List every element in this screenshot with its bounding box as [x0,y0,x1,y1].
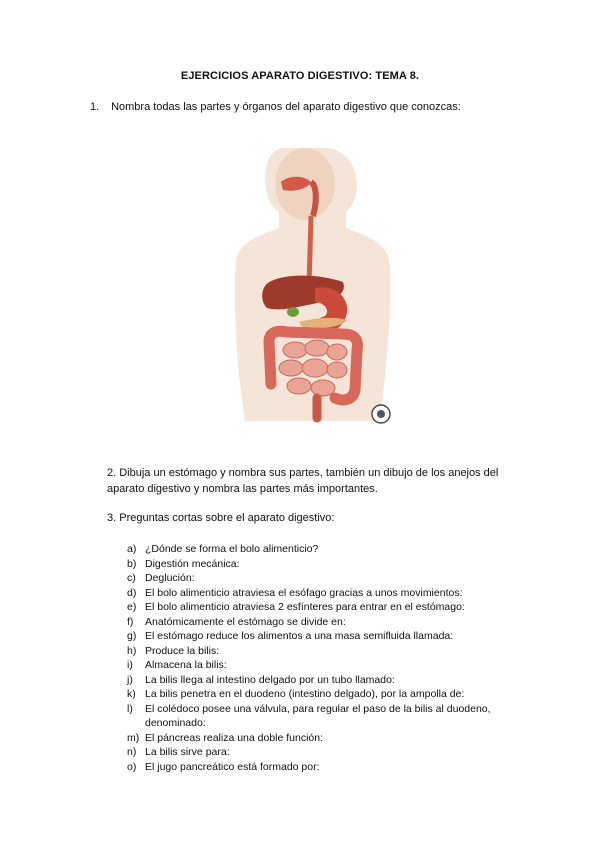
item-letter: m) [127,731,140,744]
item-text: El bolo alimenticio atraviesa 2 esfínteres para entrar en el estómago: [145,601,465,613]
item-letter: g) [127,630,137,642]
digestive-system-svg [225,146,400,431]
list-item [127,745,527,760]
publisher-stamp-center [377,410,385,418]
list-item [127,673,527,688]
list-item [127,731,527,746]
list-item [127,586,527,601]
question-3-heading: 3. Preguntas cortas sobre el aparato digestivo: [107,512,335,524]
list-item [127,542,527,557]
question-1-text: Nombra todas las partes y órganos del aparato digestivo que conozcas: [111,101,461,113]
question-1-number: 1. [90,101,100,113]
item-letter: j) [127,673,133,686]
item-text: El páncreas realiza una doble función: [145,731,324,744]
item-text: El estómago reduce los alimentos a una masa semifluida llamada: [145,630,454,642]
list-item [127,629,527,644]
item-text: Almacena la bilis: [145,659,227,671]
item-letter: c) [127,572,136,584]
esophagus-shape [309,216,311,286]
item-letter: b) [127,557,137,570]
item-letter: f) [127,615,134,628]
item-letter: o) [127,760,137,773]
item-text: Anatómicamente el estómago se divide en: [145,615,346,628]
item-letter: d) [127,586,137,599]
item-letter: l) [127,702,133,715]
item-text: ¿Dónde se forma el bolo alimenticio? [145,543,319,555]
list-item [127,687,527,702]
item-text: El colédoco posee una válvula, para regular el paso de la bilis al duodeno, denominado: [145,702,491,729]
list-item [127,658,527,673]
item-letter: i) [127,659,133,671]
item-letter: e) [127,601,137,613]
item-text: El jugo pancreático está formado por: [145,760,320,773]
item-text: El bolo alimenticio atraviesa el esófago gracias a unos movimientos: [145,586,463,599]
item-text: Deglución: [145,572,195,584]
list-item [127,600,527,615]
list-item [127,615,527,630]
item-text: La bilis sirve para: [145,746,230,758]
item-letter: h) [127,644,137,657]
list-item [127,644,527,659]
question-2: 2. Dibuja un estómago y nombra sus partes, también un dibujo de los anejos del aparato digestivo y nombra las partes más importantes. [107,467,499,495]
item-letter: k) [127,688,136,700]
question-1 [90,101,461,113]
item-text: Digestión mecánica: [145,557,240,570]
item-text: La bilis llega al intestino delgado por un tubo llamado: [145,673,395,686]
item-letter: n) [127,746,137,758]
digestive-system-illustration [225,146,400,431]
list-item [127,557,527,572]
item-letter: a) [127,543,137,555]
item-text: Produce la bilis: [145,644,220,657]
list-item [127,760,527,775]
item-text: La bilis penetra en el duodeno (intestino delgado), por la ampolla de: [145,688,465,700]
list-item [127,571,527,586]
page-title: EJERCICIOS APARATO DIGESTIVO: TEMA 8. [180,70,420,82]
list-item [127,702,527,731]
gallbladder-shape [287,307,299,317]
question-3-list [127,542,527,774]
